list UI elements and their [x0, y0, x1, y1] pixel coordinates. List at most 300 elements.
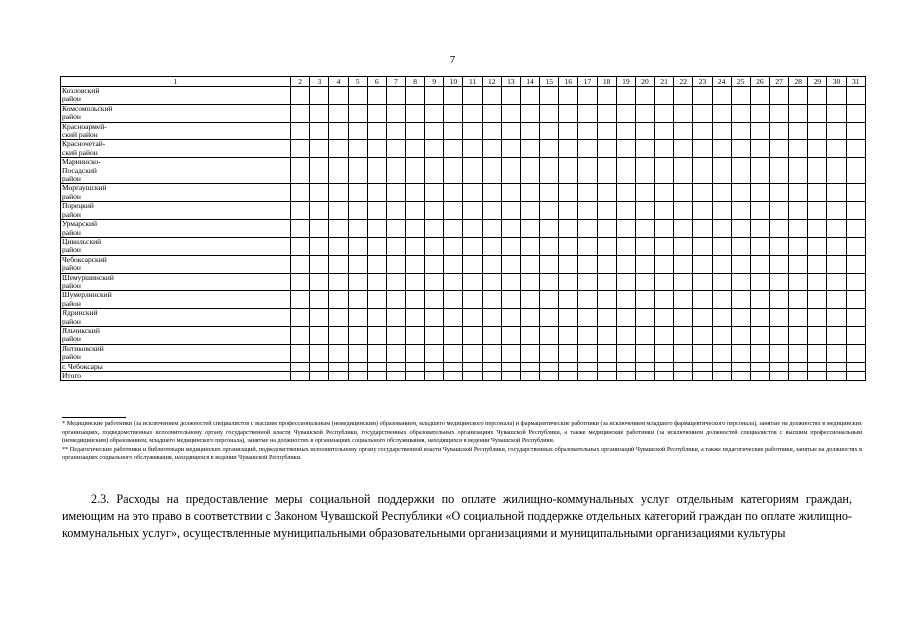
- table-cell: [731, 344, 750, 362]
- table-cell: [578, 87, 597, 105]
- table-cell: [291, 87, 310, 105]
- table-cell: [578, 237, 597, 255]
- table-cell: [329, 309, 348, 327]
- table-cell: [463, 184, 482, 202]
- table-cell: [731, 140, 750, 158]
- table-row: [61, 184, 866, 202]
- table-cell: [540, 372, 559, 381]
- table-cell: [750, 122, 769, 140]
- table-cell: [712, 273, 731, 291]
- table-cell: [559, 237, 578, 255]
- column-header: 2: [291, 77, 310, 87]
- table-cell: [731, 87, 750, 105]
- table-row: [61, 140, 866, 158]
- table-cell: [520, 158, 539, 184]
- table-cell: [348, 140, 367, 158]
- row-label-line: Посадский: [62, 165, 97, 175]
- table-cell: [616, 122, 635, 140]
- table-cell: [635, 372, 654, 381]
- table-cell: [406, 326, 425, 344]
- column-header: 8: [406, 77, 425, 87]
- table-cell: [674, 104, 693, 122]
- table-cell: [329, 220, 348, 238]
- table-cell: [789, 344, 808, 362]
- table-cell: [463, 87, 482, 105]
- table-cell: [444, 344, 463, 362]
- table-cell: [406, 140, 425, 158]
- table-cell: [750, 344, 769, 362]
- row-label-line: Мариинско-: [62, 157, 101, 167]
- table-cell: [712, 104, 731, 122]
- column-header: 9: [425, 77, 444, 87]
- table-cell: [578, 372, 597, 381]
- table-cell: [425, 220, 444, 238]
- table-cell: [827, 104, 846, 122]
- table-cell: [482, 220, 501, 238]
- table-cell: [597, 326, 616, 344]
- footnotes: [62, 420, 862, 463]
- table-cell: [540, 202, 559, 220]
- table-cell: [712, 237, 731, 255]
- row-label-line: район: [62, 316, 81, 326]
- table-cell: [463, 291, 482, 309]
- table-cell: [827, 122, 846, 140]
- row-label: [61, 184, 291, 202]
- table-cell: [310, 372, 329, 381]
- table-cell: [348, 87, 367, 105]
- table-cell: [827, 372, 846, 381]
- table-cell: [367, 309, 386, 327]
- row-label-line: район: [62, 209, 81, 219]
- table-cell: [291, 122, 310, 140]
- table-cell: [712, 372, 731, 381]
- table-cell: [597, 104, 616, 122]
- table-cell: [406, 158, 425, 184]
- table-cell: [386, 158, 405, 184]
- table-cell: [655, 309, 674, 327]
- table-cell: [808, 309, 827, 327]
- table-cell: [482, 291, 501, 309]
- table-cell: [846, 326, 865, 344]
- table-cell: [635, 158, 654, 184]
- row-label-line: Янтиковский: [62, 344, 104, 353]
- table-cell: [367, 158, 386, 184]
- table-cell: [616, 104, 635, 122]
- table-cell: [674, 372, 693, 381]
- table-cell: [827, 158, 846, 184]
- table-cell: [540, 158, 559, 184]
- table-cell: [520, 184, 539, 202]
- table-cell: [674, 220, 693, 238]
- table-cell: [482, 309, 501, 327]
- table-cell: [367, 122, 386, 140]
- table-cell: [789, 87, 808, 105]
- footnote-2: ** Педагогические работники и библиотекари медицинских организаций, подведомственных исполнительному органу государственной власти Чувашской Республики, государственных образовательных организаций Чувашской Республики, а также педагогические работники, занятые на должностях в организациях социального обслуживания, находящихся в ведении Чувашской Республики.: [62, 445, 862, 462]
- table-cell: [291, 184, 310, 202]
- table-cell: [655, 220, 674, 238]
- table-cell: [463, 104, 482, 122]
- column-header: 30: [827, 77, 846, 87]
- table-cell: [310, 220, 329, 238]
- table-cell: [789, 158, 808, 184]
- table-row: [61, 122, 866, 140]
- table-cell: [616, 158, 635, 184]
- table-cell: [769, 255, 788, 273]
- table-cell: [310, 255, 329, 273]
- table-cell: [827, 309, 846, 327]
- table-cell: [501, 202, 520, 220]
- table-cell: [329, 291, 348, 309]
- table-cell: [386, 184, 405, 202]
- table-cell: [520, 291, 539, 309]
- table-cell: [406, 184, 425, 202]
- table-cell: [693, 344, 712, 362]
- table-cell: [291, 158, 310, 184]
- table-cell: [559, 326, 578, 344]
- row-label-line: Красноармей-: [62, 122, 107, 131]
- table-cell: [769, 220, 788, 238]
- column-header: 11: [463, 77, 482, 87]
- table-cell: [559, 255, 578, 273]
- table-cell: [540, 87, 559, 105]
- column-header: 25: [731, 77, 750, 87]
- table-cell: [348, 184, 367, 202]
- table-cell: [501, 104, 520, 122]
- table-cell: [731, 309, 750, 327]
- table-cell: [655, 87, 674, 105]
- table-cell: [463, 344, 482, 362]
- table-cell: [750, 87, 769, 105]
- row-label-line: Ядринский: [62, 308, 98, 318]
- table-cell: [406, 220, 425, 238]
- table-cell: [348, 220, 367, 238]
- table-cell: [501, 122, 520, 140]
- table-cell: [827, 291, 846, 309]
- table-cell: [291, 362, 310, 371]
- table-cell: [769, 184, 788, 202]
- table-row: [61, 362, 866, 371]
- table-cell: [367, 237, 386, 255]
- column-header: 7: [386, 77, 405, 87]
- table-cell: [827, 202, 846, 220]
- table-cell: [846, 344, 865, 362]
- table-cell: [750, 184, 769, 202]
- row-label-line: Порецкий: [62, 201, 94, 211]
- table-cell: [348, 326, 367, 344]
- table-cell: [329, 184, 348, 202]
- table-cell: [693, 326, 712, 344]
- table-cell: [655, 158, 674, 184]
- table-cell: [616, 273, 635, 291]
- table-cell: [616, 237, 635, 255]
- table-cell: [348, 309, 367, 327]
- table-cell: [520, 273, 539, 291]
- table-cell: [846, 362, 865, 371]
- table-row: [61, 220, 866, 238]
- row-label: [61, 372, 291, 381]
- table-cell: [501, 291, 520, 309]
- row-label: [61, 344, 291, 362]
- table-row: [61, 255, 866, 273]
- row-label-line: Шумерлинский: [62, 290, 112, 300]
- table-cell: [808, 291, 827, 309]
- table-cell: [482, 372, 501, 381]
- table-cell: [578, 273, 597, 291]
- column-header: 6: [367, 77, 386, 87]
- table-cell: [693, 202, 712, 220]
- table-cell: [425, 273, 444, 291]
- table-cell: [540, 220, 559, 238]
- row-label-line: ский район: [62, 130, 98, 140]
- row-label: [61, 309, 291, 327]
- table-cell: [789, 202, 808, 220]
- row-label-line: Козловский: [62, 86, 100, 95]
- table-cell: [616, 140, 635, 158]
- row-label-line: район: [62, 174, 81, 184]
- table-cell: [463, 237, 482, 255]
- row-label-line: район: [62, 263, 81, 273]
- table-cell: [693, 104, 712, 122]
- table-cell: [406, 122, 425, 140]
- table-cell: [482, 87, 501, 105]
- table-cell: [444, 255, 463, 273]
- table-cell: [329, 158, 348, 184]
- table-cell: [655, 184, 674, 202]
- table-cell: [789, 291, 808, 309]
- table-cell: [635, 87, 654, 105]
- table-cell: [808, 202, 827, 220]
- table-cell: [827, 220, 846, 238]
- table-cell: [463, 202, 482, 220]
- table-cell: [750, 372, 769, 381]
- table-cell: [674, 255, 693, 273]
- table-cell: [731, 104, 750, 122]
- table-cell: [520, 87, 539, 105]
- table-cell: [674, 202, 693, 220]
- table-cell: [578, 291, 597, 309]
- row-label-line: район: [62, 334, 81, 344]
- table-cell: [501, 140, 520, 158]
- table-cell: [769, 372, 788, 381]
- table-cell: [597, 362, 616, 371]
- row-label: [61, 326, 291, 344]
- table-cell: [808, 122, 827, 140]
- table-cell: [674, 309, 693, 327]
- table-cell: [693, 372, 712, 381]
- table-cell: [406, 291, 425, 309]
- table-cell: [712, 87, 731, 105]
- table-cell: [310, 309, 329, 327]
- regional-expenses-table: [60, 76, 866, 381]
- table-cell: [769, 362, 788, 371]
- table-cell: [291, 237, 310, 255]
- table-cell: [463, 122, 482, 140]
- table-cell: [310, 326, 329, 344]
- table-cell: [482, 273, 501, 291]
- table-cell: [310, 158, 329, 184]
- table-cell: [501, 184, 520, 202]
- table-cell: [846, 184, 865, 202]
- table-cell: [731, 184, 750, 202]
- table-cell: [597, 184, 616, 202]
- table-cell: [425, 237, 444, 255]
- table-cell: [655, 326, 674, 344]
- table-cell: [386, 104, 405, 122]
- table-cell: [769, 344, 788, 362]
- row-label-line: район: [62, 191, 81, 201]
- table-cell: [731, 362, 750, 371]
- table-cell: [425, 309, 444, 327]
- column-header: 1: [61, 77, 291, 87]
- table-cell: [329, 202, 348, 220]
- table-header-row: [61, 77, 866, 87]
- column-header: 18: [597, 77, 616, 87]
- table-cell: [578, 104, 597, 122]
- column-header: 12: [482, 77, 501, 87]
- table-cell: [425, 372, 444, 381]
- table-cell: [635, 291, 654, 309]
- table-cell: [693, 273, 712, 291]
- table-cell: [348, 362, 367, 371]
- table-cell: [348, 237, 367, 255]
- table-cell: [846, 140, 865, 158]
- table-cell: [578, 309, 597, 327]
- table-cell: [655, 104, 674, 122]
- table-cell: [329, 140, 348, 158]
- table-cell: [386, 326, 405, 344]
- table-cell: [578, 220, 597, 238]
- table-cell: [597, 255, 616, 273]
- table-cell: [769, 237, 788, 255]
- row-label-line: район: [62, 112, 81, 122]
- table-cell: [808, 184, 827, 202]
- table-cell: [712, 184, 731, 202]
- table-cell: [635, 122, 654, 140]
- table-cell: [348, 158, 367, 184]
- table-cell: [750, 202, 769, 220]
- table-cell: [712, 220, 731, 238]
- table-cell: [501, 326, 520, 344]
- table-cell: [616, 309, 635, 327]
- table-cell: [750, 140, 769, 158]
- column-header: 17: [578, 77, 597, 87]
- table-cell: [789, 362, 808, 371]
- table-cell: [635, 326, 654, 344]
- table-cell: [348, 372, 367, 381]
- table-cell: [463, 362, 482, 371]
- table-cell: [578, 362, 597, 371]
- table-cell: [310, 140, 329, 158]
- table-cell: [674, 184, 693, 202]
- table-cell: [291, 326, 310, 344]
- column-header: 21: [655, 77, 674, 87]
- table-cell: [769, 158, 788, 184]
- table-cell: [348, 104, 367, 122]
- table-cell: [348, 202, 367, 220]
- table-cell: [540, 237, 559, 255]
- table-cell: [310, 362, 329, 371]
- footnote-1: * Медицинские работники (за исключением должностей специалистов с высшим профессиональным (немедицинским) образованием, младшего медицинского персонала) и фармацевтические работники (за исключением младшего фармацевтического персонала), занятые на должностях в медицинских организациях, подведомственных исполнительному органу государственной власти Чувашской Республики, государственных образовательных организациях Чувашской Республики, а также медицинские работники (за исключением должностей специалистов с высшим профессиональным (немедицинским) образованием, младшего медицинского персонала), занятые на должностях в организациях социального обслуживания, находящихся в ведении Чувашской Республики.: [62, 420, 862, 445]
- table-cell: [444, 158, 463, 184]
- table-cell: [616, 362, 635, 371]
- table-cell: [616, 372, 635, 381]
- table-cell: [425, 291, 444, 309]
- table-cell: [329, 344, 348, 362]
- table-row: [61, 158, 866, 184]
- table-cell: [769, 87, 788, 105]
- table-cell: [750, 220, 769, 238]
- table-cell: [329, 122, 348, 140]
- table-cell: [750, 237, 769, 255]
- table-cell: [463, 326, 482, 344]
- table-cell: [655, 291, 674, 309]
- table-cell: [827, 362, 846, 371]
- table-cell: [712, 122, 731, 140]
- table-cell: [291, 344, 310, 362]
- column-header: 26: [750, 77, 769, 87]
- table-cell: [616, 291, 635, 309]
- table-row: [61, 273, 866, 291]
- table-cell: [540, 291, 559, 309]
- table-cell: [444, 87, 463, 105]
- table-cell: [367, 140, 386, 158]
- row-label: [61, 291, 291, 309]
- table-cell: [386, 202, 405, 220]
- table-cell: [846, 87, 865, 105]
- table-cell: [310, 291, 329, 309]
- table-cell: [406, 309, 425, 327]
- table-cell: [425, 362, 444, 371]
- row-label-line: Красночетай-: [62, 139, 106, 149]
- table-cell: [520, 220, 539, 238]
- table-cell: [329, 255, 348, 273]
- table-cell: [482, 158, 501, 184]
- table-cell: [406, 104, 425, 122]
- table-cell: [597, 372, 616, 381]
- table-cell: [540, 273, 559, 291]
- table-cell: [482, 184, 501, 202]
- table-cell: [635, 255, 654, 273]
- table-cell: [693, 309, 712, 327]
- table-cell: [444, 184, 463, 202]
- table-cell: [310, 184, 329, 202]
- table-cell: [674, 122, 693, 140]
- table-cell: [406, 362, 425, 371]
- table-cell: [425, 326, 444, 344]
- table-cell: [482, 202, 501, 220]
- table-cell: [559, 140, 578, 158]
- table-cell: [616, 202, 635, 220]
- table-cell: [827, 326, 846, 344]
- table-cell: [540, 140, 559, 158]
- table-cell: [789, 309, 808, 327]
- table-cell: [482, 237, 501, 255]
- column-header: 14: [520, 77, 539, 87]
- table-cell: [635, 140, 654, 158]
- table-cell: [769, 122, 788, 140]
- table-cell: [578, 158, 597, 184]
- table-cell: [808, 255, 827, 273]
- table-cell: [655, 344, 674, 362]
- table-cell: [329, 87, 348, 105]
- table-cell: [827, 87, 846, 105]
- table-cell: [348, 344, 367, 362]
- table-cell: [731, 202, 750, 220]
- table-cell: [846, 202, 865, 220]
- table-cell: [559, 291, 578, 309]
- table-cell: [827, 140, 846, 158]
- table-cell: [444, 372, 463, 381]
